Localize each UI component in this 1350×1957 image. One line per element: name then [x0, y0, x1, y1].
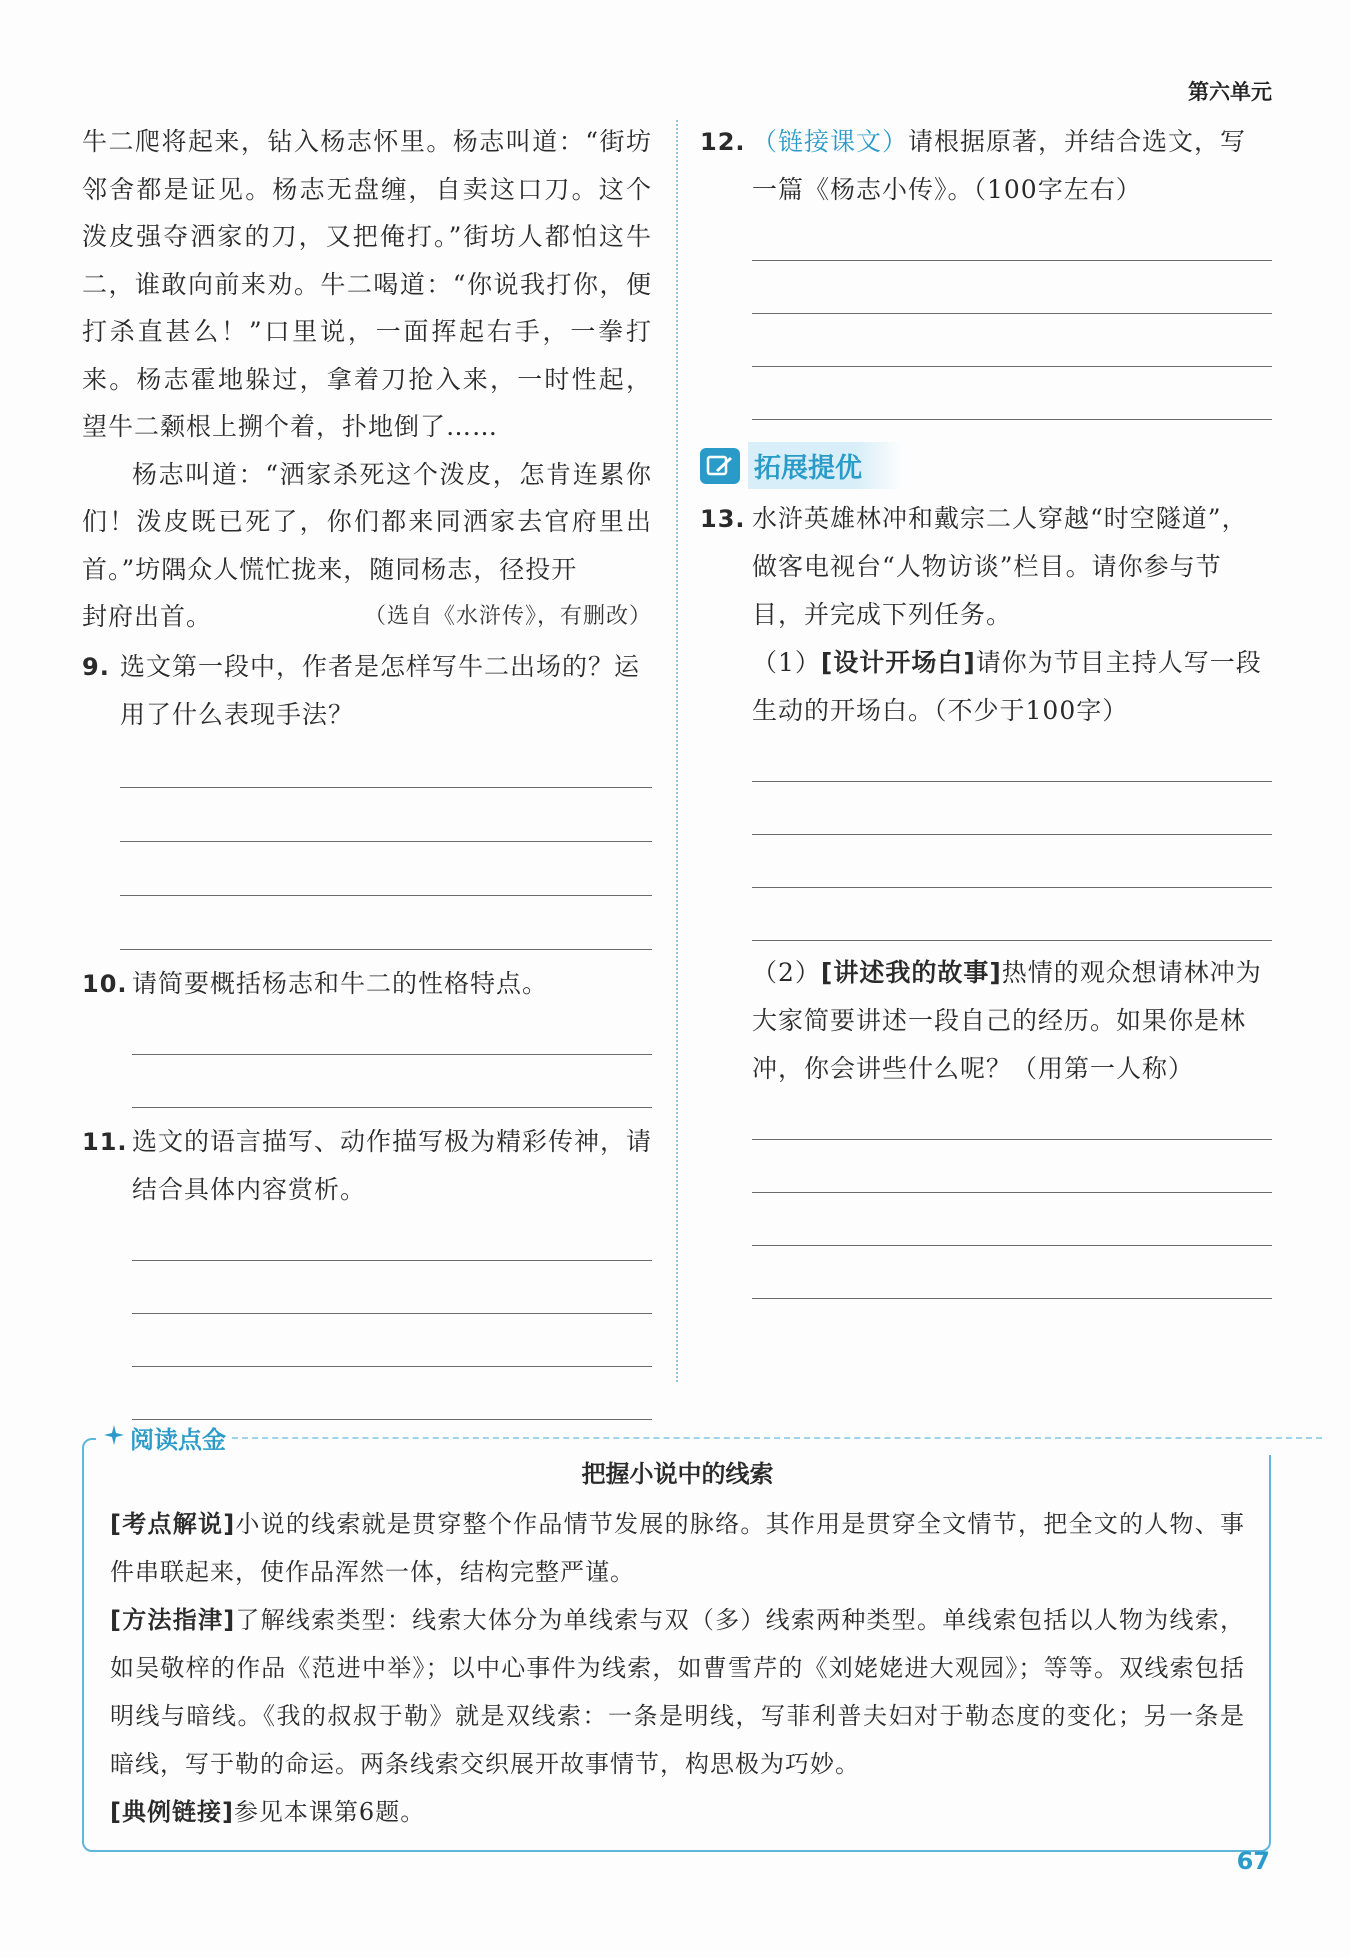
subtask-key: [讲述我的故事]	[820, 958, 1002, 987]
tip-text: 参见本课第6题。	[233, 1798, 426, 1826]
answer-lines-10[interactable]	[132, 1054, 652, 1108]
answer-line[interactable]	[132, 1366, 652, 1367]
subtask-prefix: （2）	[752, 958, 821, 987]
answer-line[interactable]	[132, 1313, 652, 1314]
reading-tip-label-text: 阅读点金	[130, 1426, 226, 1454]
right-column	[700, 118, 1272, 1299]
answer-lines-11[interactable]	[132, 1260, 652, 1420]
answer-line[interactable]	[120, 787, 652, 788]
subtask-2	[752, 949, 1272, 1093]
answer-line[interactable]	[752, 366, 1272, 367]
label-dashed-rule	[232, 1437, 1322, 1439]
reading-tip-content	[110, 1456, 1245, 1836]
question-number: 10.	[82, 969, 128, 998]
answer-line[interactable]	[120, 949, 652, 950]
tip-text: 小说的线索就是贯穿整个作品情节发展的脉络。其作用是贯穿全文情节，把全文的人物、事件串联起来，使作品浑然一体，结构完整严谨。	[110, 1510, 1246, 1586]
tip-paragraph-2	[110, 1596, 1245, 1788]
question-9	[82, 643, 652, 739]
subtask-text: 请你为节目主持人写一段生动的开场白。（不少于100字）	[752, 648, 1262, 725]
answer-line[interactable]	[120, 841, 652, 842]
question-10	[82, 960, 652, 1008]
page-number: 67	[1236, 1847, 1270, 1875]
answer-line[interactable]	[752, 313, 1272, 314]
subtask-prefix: （1）	[752, 648, 821, 677]
question-text: 请简要概括杨志和牛二的性格特点。	[132, 968, 549, 998]
subtask-key: [设计开场白]	[820, 648, 976, 677]
reading-tip-label	[96, 1420, 1332, 1455]
link-tag: （链接课文）	[752, 127, 909, 156]
passage-paragraph-2-end: 封府出首。	[82, 602, 213, 631]
tip-key: [考点解说]	[110, 1510, 236, 1538]
answer-line[interactable]	[132, 1260, 652, 1261]
answer-line[interactable]	[752, 260, 1272, 261]
passage-paragraph-1: 牛二爬将起来，钻入杨志怀里。杨志叫道：“街坊邻舍都是证见。杨志无盘缠，自卖这口刀。这个泼皮强夺洒家的刀，又把俺打。”街坊人都怕这牛二，谁敢向前来劝。牛二喝道：“你说我打你，便打杀直甚么！”口里说，一面挥起右手，一拳打来。杨志霍地躲过，拿着刀抢入来，一时性起，望牛二颡根上搠个着，扑地倒了……	[82, 127, 652, 441]
answer-line[interactable]	[752, 834, 1272, 835]
subtask-text: 热情的观众想请林冲为大家简要讲述一段自己的经历。如果你是林冲，你会讲些什么呢？（用第一人称）	[752, 958, 1262, 1083]
passage-source-row	[82, 593, 652, 641]
answer-line[interactable]	[752, 887, 1272, 888]
question-number: 12.	[700, 128, 746, 156]
question-12	[700, 118, 1272, 214]
question-11	[82, 1118, 652, 1214]
pencil-note-icon	[700, 448, 740, 484]
question-number: 13.	[700, 505, 746, 533]
answer-line[interactable]	[752, 1139, 1272, 1140]
tip-paragraph-1	[110, 1500, 1245, 1596]
sparkle-icon	[102, 1423, 126, 1453]
answer-line[interactable]	[120, 895, 652, 896]
column-divider	[676, 120, 678, 1382]
question-text: 水浒英雄林冲和戴宗二人穿越“时空隧道”，做客电视台“人物访谈”栏目。请你参与节目，并完成下列任务。	[752, 504, 1248, 629]
answer-line[interactable]	[752, 419, 1272, 420]
question-number: 11.	[82, 1127, 128, 1156]
tip-text: 了解线索类型：线索大体分为单线索与双（多）线索两种类型。单线索包括以人物为线索，如吴敬梓的作品《范进中举》；以中心事件为线索，如曹雪芹的《刘姥姥进大观园》；等等。双线索包括明线与暗线。《我的叔叔于勒》就是双线索：一条是明线，写菲利普夫妇对于勒态度的变化；另一条是暗线，写于勒的命运。两条线索交织展开故事情节，构思极为巧妙。	[110, 1606, 1246, 1778]
passage-source: （选自《水浒传》，有删改）	[363, 604, 652, 629]
answer-line[interactable]	[752, 1192, 1272, 1193]
question-text: 选文第一段中，作者是怎样写牛二出场的？运用了什么表现手法？	[120, 651, 641, 729]
question-number: 9.	[82, 652, 110, 681]
subtask-1	[752, 639, 1272, 735]
question-text-wrap	[752, 118, 1272, 214]
answer-line[interactable]	[132, 1107, 652, 1108]
tip-paragraph-3	[110, 1788, 1245, 1836]
passage-paragraph-2: 杨志叫道：“洒家杀死这个泼皮，怎肯连累你们！泼皮既已死了，你们都来同洒家去官府里出首。”坊隅众人慌忙拢来，随同杨志，径投开	[82, 459, 652, 584]
section-header	[700, 442, 1272, 489]
answer-line[interactable]	[752, 1245, 1272, 1246]
question-text: 选文的语言描写、动作描写极为精彩传神，请结合具体内容赏析。	[132, 1126, 653, 1204]
section-title: 拓展提优	[748, 442, 902, 489]
question-13	[700, 495, 1272, 639]
answer-line[interactable]	[752, 1298, 1272, 1299]
answer-line[interactable]	[752, 940, 1272, 941]
answer-line[interactable]	[132, 1054, 652, 1055]
answer-lines-9[interactable]	[120, 787, 652, 950]
answer-lines-12[interactable]	[752, 260, 1272, 420]
question-text: 请根据原著，并结合选文，写一篇《杨志小传》。（100字左右）	[752, 127, 1247, 204]
answer-lines-13-2[interactable]	[752, 1139, 1272, 1299]
tip-key: [典例链接]	[110, 1798, 234, 1826]
answer-line[interactable]	[752, 781, 1272, 782]
unit-header: 第六单元	[1188, 80, 1272, 104]
tip-key: [方法指津]	[110, 1606, 236, 1634]
answer-lines-13-1[interactable]	[752, 781, 1272, 941]
left-column	[82, 118, 652, 1420]
tip-title: 把握小说中的线索	[581, 1460, 774, 1488]
